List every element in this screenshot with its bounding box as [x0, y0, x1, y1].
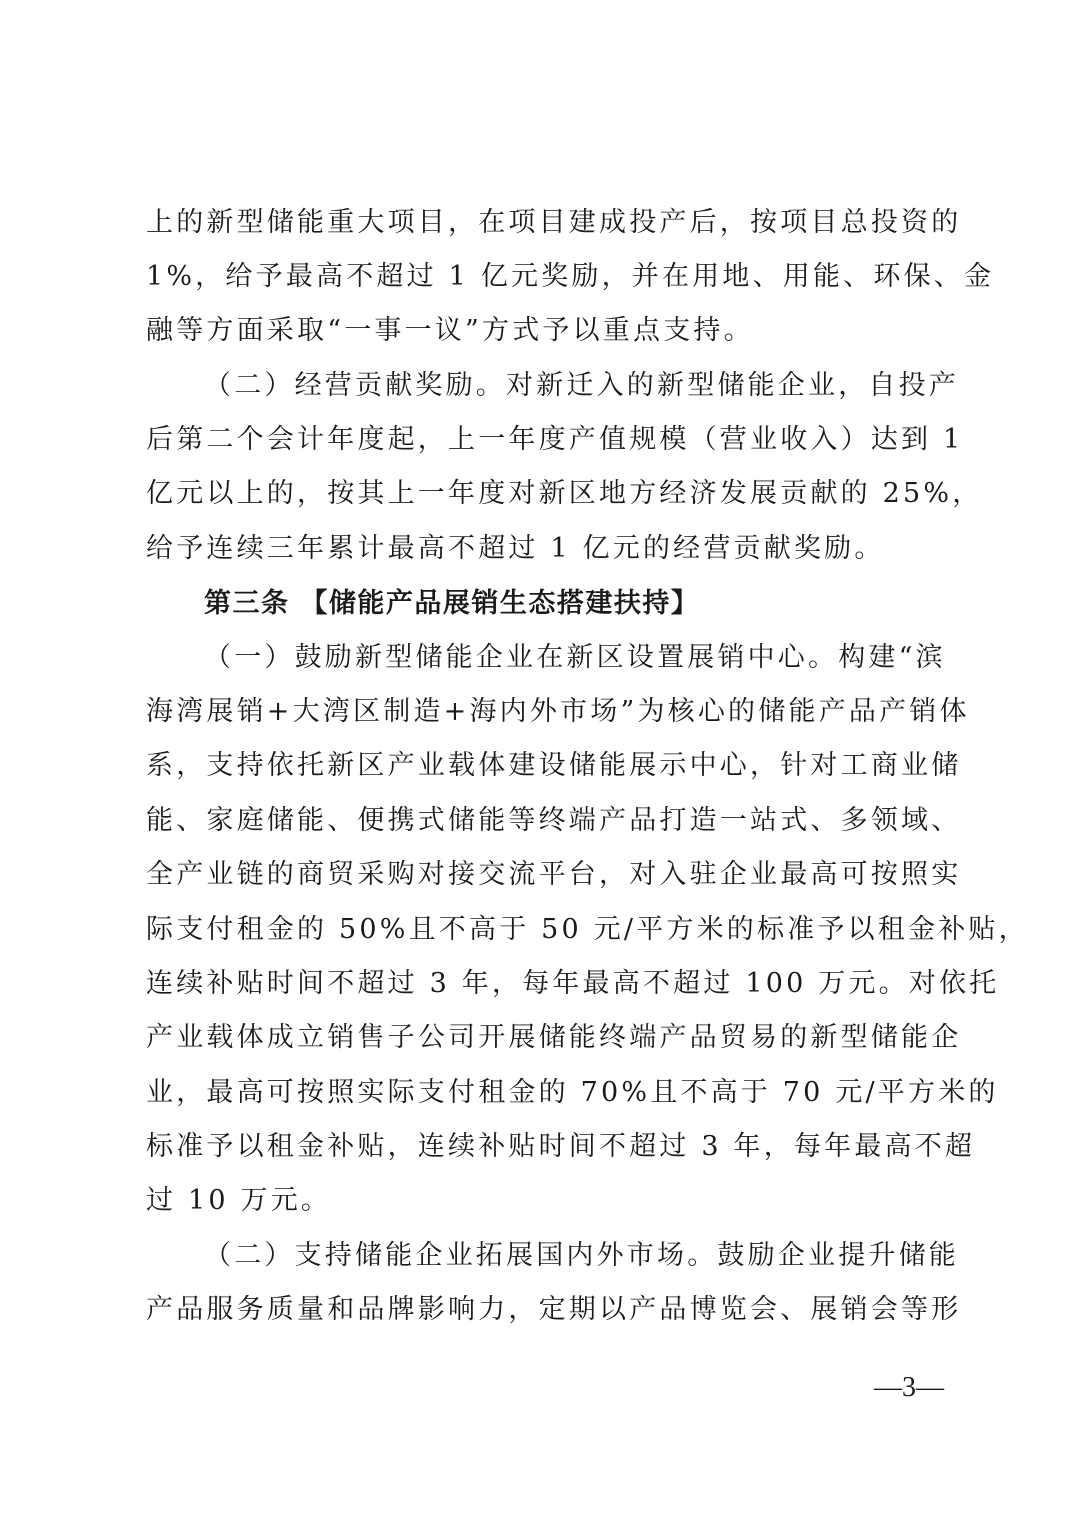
- body-line: 产业载体成立销售子公司开展储能终端产品贸易的新型储能企: [146, 1022, 962, 1053]
- body-line: 业，最高可按照实际支付租金的 70%且不高于 70 元/平方米的: [146, 1077, 999, 1108]
- body-line: 全产业链的商贸采购对接交流平台，对入驻企业最高可按照实: [146, 859, 962, 890]
- body-line: 亿元以上的，按其上一年度对新区地方经济发展贡献的 25%，: [146, 478, 983, 509]
- paragraph-operating-contribution-award: （二）经营贡献奖励。对新迁入的新型储能企业，自投产: [204, 370, 959, 401]
- body-line: 上的新型储能重大项目，在项目建成投产后，按项目总投资的: [146, 207, 962, 238]
- body-line: 过 10 万元。: [146, 1185, 332, 1216]
- body-line: 连续补贴时间不超过 3 年，每年最高不超过 100 万元。对依托: [146, 968, 1000, 999]
- paragraph-domestic-overseas-markets: （二）支持储能企业拓展国内外市场。鼓励企业提升储能: [204, 1240, 959, 1271]
- page-number: —3—: [874, 1372, 944, 1403]
- body-line: 融等方面采取“一事一议”方式予以重点支持。: [146, 315, 754, 346]
- body-line: 后第二个会计年度起，上一年度产值规模（营业收入）达到 1: [146, 424, 964, 455]
- body-line: 标准予以租金补贴，连续补贴时间不超过 3 年，每年最高不超: [146, 1131, 976, 1162]
- body-line: 际支付租金的 50%且不高于 50 元/平方米的标准予以租金补贴，: [146, 914, 1029, 945]
- paragraph-exhibition-center: （一）鼓励新型储能企业在新区设置展销中心。构建“滨: [204, 642, 946, 673]
- body-line: 1%，给予最高不超过 1 亿元奖励，并在用地、用能、环保、金: [146, 261, 995, 292]
- body-line: 能、家庭储能、便携式储能等终端产品打造一站式、多领域、: [146, 805, 962, 836]
- section-heading-article-3: 第三条 【储能产品展销生态搭建扶持】: [204, 588, 700, 619]
- body-line: 产品服务质量和品牌影响力，定期以产品博览会、展销会等形: [146, 1294, 962, 1325]
- body-line: 海湾展销+大湾区制造+海内外市场”为核心的储能产品产销体: [146, 696, 970, 727]
- body-line: 给予连续三年累计最高不超过 1 亿元的经营贡献奖励。: [146, 533, 885, 564]
- body-line: 系，支持依托新区产业载体建设储能展示中心，针对工商业储: [146, 750, 962, 781]
